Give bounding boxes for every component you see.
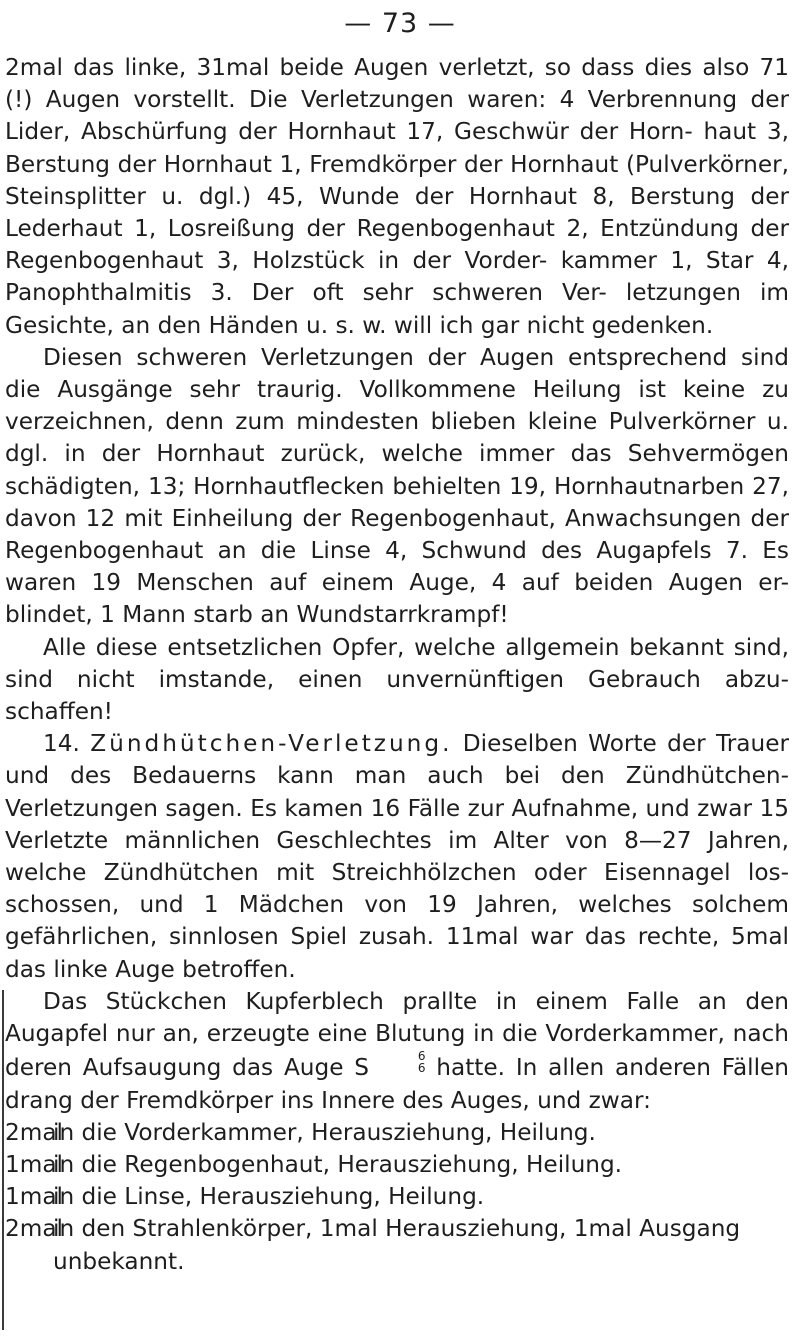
section-text: Dieselben Worte der Trauer und des Bedauerns kann man auch bei den Zündhütchen- Verletzungen sagen. Es kamen 16 Fälle zur Aufnahme, und zwar 15 Verletzte männlichen Geschlechtes im Alter von 8—27 Jahren, welche Zündhütchen mit Streichhölzchen oder Eisennagel los- schossen, und 1 Mädchen von 19 Jahren, welches solchem gefährlichen, sinnlosen Spiel zusah. 11mal war das rechte, 5mal das linke Auge betroffen. [5, 730, 789, 983]
body-text [5, 52, 789, 1278]
page-number: — 73 — [344, 8, 456, 39]
paragraph-5-end: hatte. In allen anderen Fällen drang der Fremdkörper ins Innere des Auges, und zwar: [5, 1054, 789, 1114]
paragraph-2: Diesen schweren Verletzungen der Augen entsprechend sind die Ausgänge sehr traurig. Vollkommene Heilung ist keine zu verzeichnen, denn zum mindesten blieben kleine Pulverkörner u. dgl. in der Hornhaut zurück, welche immer das Sehvermögen schädigten, 13; Hornhautflecken behielten 19, Hornhautnarben 27, davon 12 mit Einheilung der Regenbogenhaut, Anwachsungen der Regenbogenhaut an die Linse 4, Schwund des Augapfels 7. Es waren 19 Menschen auf einem Auge, 4 auf beiden Augen er- blindet, 1 Mann starb an Wundstarrkrampf! [5, 343, 789, 629]
list-item-text: in die Linse, Herausziehung, Heilung. [53, 1183, 485, 1211]
list-item-count: 2mal [5, 1215, 63, 1243]
fraction-denominator: 6 [417, 1061, 426, 1076]
list-item-count: 1mal [5, 1150, 63, 1178]
list-item [5, 1213, 789, 1277]
list-item [5, 1181, 789, 1213]
paragraph-5 [5, 986, 789, 1117]
list-item-count: 1mal [5, 1183, 63, 1211]
paragraph-5-start: Das Stückchen Kupferblech prallte in einem Falle an den Augapfel nur an, erzeugte eine Blutung in die Vorderkammer, nach deren Aufsaugung das Auge S [5, 987, 789, 1082]
outcome-list [5, 1117, 789, 1278]
margin-line [2, 990, 4, 1330]
visual-acuity-fraction [380, 1050, 426, 1074]
list-item-text: in den Strahlenkörper, 1mal Herausziehung, 1mal Ausgang unbekannt. [53, 1215, 741, 1275]
list-item-text: in die Vorderkammer, Herausziehung, Heilung. [53, 1118, 596, 1146]
list-item [5, 1117, 789, 1149]
paragraph-3: Alle diese entsetzlichen Opfer, welche allgemein bekannt sind, sind nicht imstande, einen unvernünftigen Gebrauch abzu- schaffen! [5, 633, 789, 726]
list-item [5, 1149, 789, 1181]
list-item-text: in die Regenbogenhaut, Herausziehung, Heilung. [53, 1150, 623, 1178]
fraction-numerator: 6 [417, 1049, 426, 1064]
paragraph-1: 2mal das linke, 31mal beide Augen verletzt, so dass dies also 71 (!) Augen vorstellt. Die Verletzungen waren: 4 Verbrennung der Lider, Abschürfung der Hornhaut 17, Geschwür der Horn- haut 3, Berstung der Hornhaut 1, Fremdkörper der Hornhaut (Pulverkörner, Steinsplitter u. dgl.) 45, Wunde der Hornhaut 8, Berstung der Lederhaut 1, Losreißung der Regenbogenhaut 2, Entzündung der Regenbogenhaut 3, Holzstück in der Vorder- kammer 1, Star 4, Panophthalmitis 3. Der oft sehr schweren Ver- letzungen im Gesichte, an den Händen u. s. w. will ich gar nicht gedenken. [5, 54, 789, 339]
section-number: 14. [43, 730, 80, 758]
list-item-count: 2mal [5, 1118, 63, 1146]
paragraph-4 [5, 728, 789, 986]
section-heading: Zündhütchen-Verletzung. [90, 730, 453, 758]
